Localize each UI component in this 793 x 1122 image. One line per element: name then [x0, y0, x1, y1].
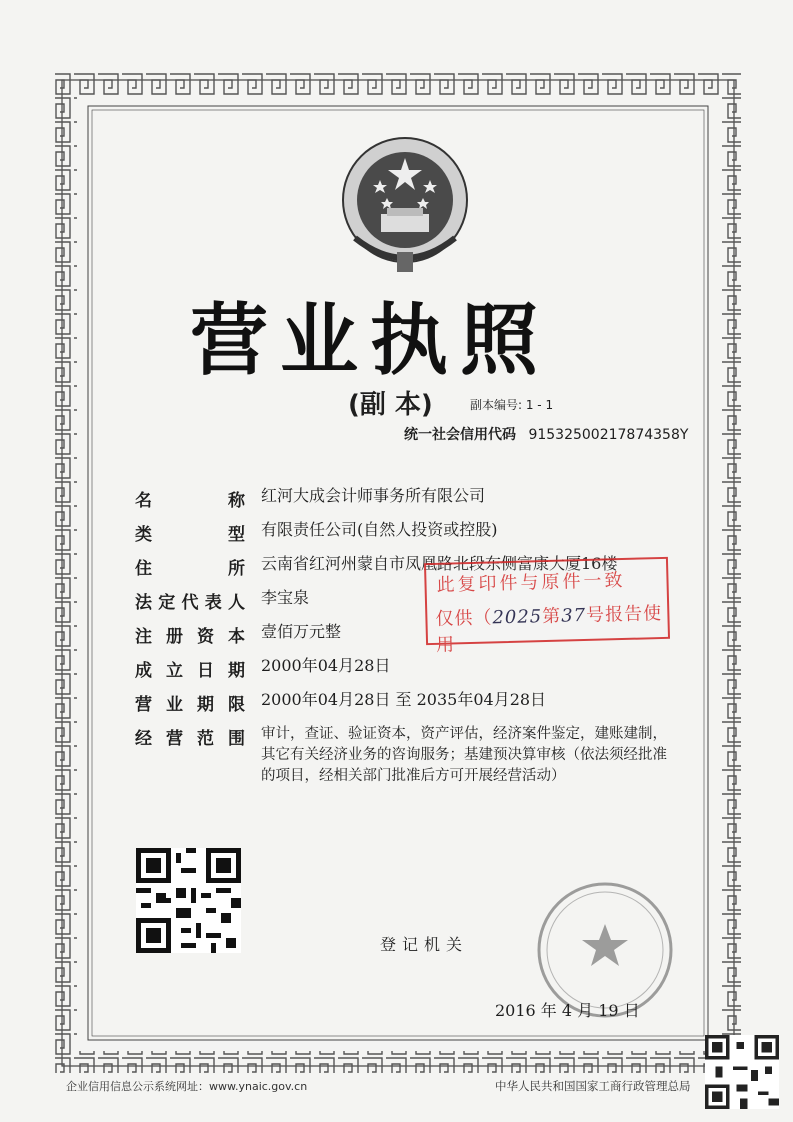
registration-authority-label: 登记机关 [380, 935, 469, 954]
small-qr-code-icon [705, 1035, 779, 1109]
field-label: 类 型 [135, 525, 245, 545]
field-value: 有限责任公司(自然人投资或控股) [261, 520, 498, 539]
national-emblem-icon [335, 128, 475, 278]
field-label: 注 册 资 本 [135, 627, 245, 647]
field-row-type [135, 520, 675, 554]
stamp-prefix: 仅供（ [435, 607, 493, 630]
field-value: 2000年04月28日 至 2035年04月28日 [261, 690, 547, 709]
copy-number: 副本编号: 1 - 1 [470, 398, 554, 412]
field-value: 2000年04月28日 [261, 656, 391, 675]
field-value: 李宝泉 [261, 588, 310, 607]
field-label: 经 营 范 围 [135, 729, 245, 749]
issue-date: 2016 年 4 月 19 日 [495, 1001, 640, 1020]
field-row-name [135, 486, 675, 520]
credit-code-label: 统一社会信用代码 [404, 427, 516, 443]
stamp-suffix: 号报告使用 [435, 602, 663, 656]
field-value: 云南省红河州蒙自市凤凰路北段东侧富康大厦16楼 [261, 554, 618, 573]
field-row-scope [135, 724, 675, 804]
field-value: 审计，查证、验证资本，资产评估，经济案件鉴定，建账建制，其它有关经济业务的咨询服务；基建预决算审核（依法须经批准的项目，经相关部门批准后方可开展经营活动） [261, 726, 667, 784]
credit-code [404, 424, 688, 444]
stamp-handwritten-number: 37 [560, 604, 587, 627]
stamp-line-2 [435, 599, 668, 657]
field-row-established [135, 656, 675, 690]
credit-code-value: 91532500217874358Y [528, 427, 689, 443]
stamp-mid: 第 [541, 605, 562, 628]
field-label: 成 立 日 期 [135, 661, 245, 681]
field-label: 名 称 [135, 491, 245, 511]
qr-code-icon [136, 848, 241, 953]
field-label: 营 业 期 限 [135, 695, 245, 715]
footer-website: 企业信用信息公示系统网址：www.ynaic.gov.cn [66, 1080, 308, 1093]
stamp-line-1: 此复印件与原件一致 [436, 569, 626, 596]
field-value: 红河大成会计师事务所有限公司 [261, 486, 486, 505]
field-label: 住 所 [135, 559, 245, 579]
field-value: 壹佰万元整 [261, 622, 342, 641]
copy-verification-stamp [424, 557, 670, 656]
license-title: 营业执照 [190, 296, 551, 386]
field-row-term [135, 690, 675, 724]
stamp-handwritten-year: 2025 [492, 606, 543, 629]
footer-issuer: 中华人民共和国国家工商行政管理总局 [495, 1079, 691, 1093]
field-label: 法 定 代 表 人 [135, 593, 245, 613]
copy-subtitle: (副 本) [348, 390, 433, 420]
